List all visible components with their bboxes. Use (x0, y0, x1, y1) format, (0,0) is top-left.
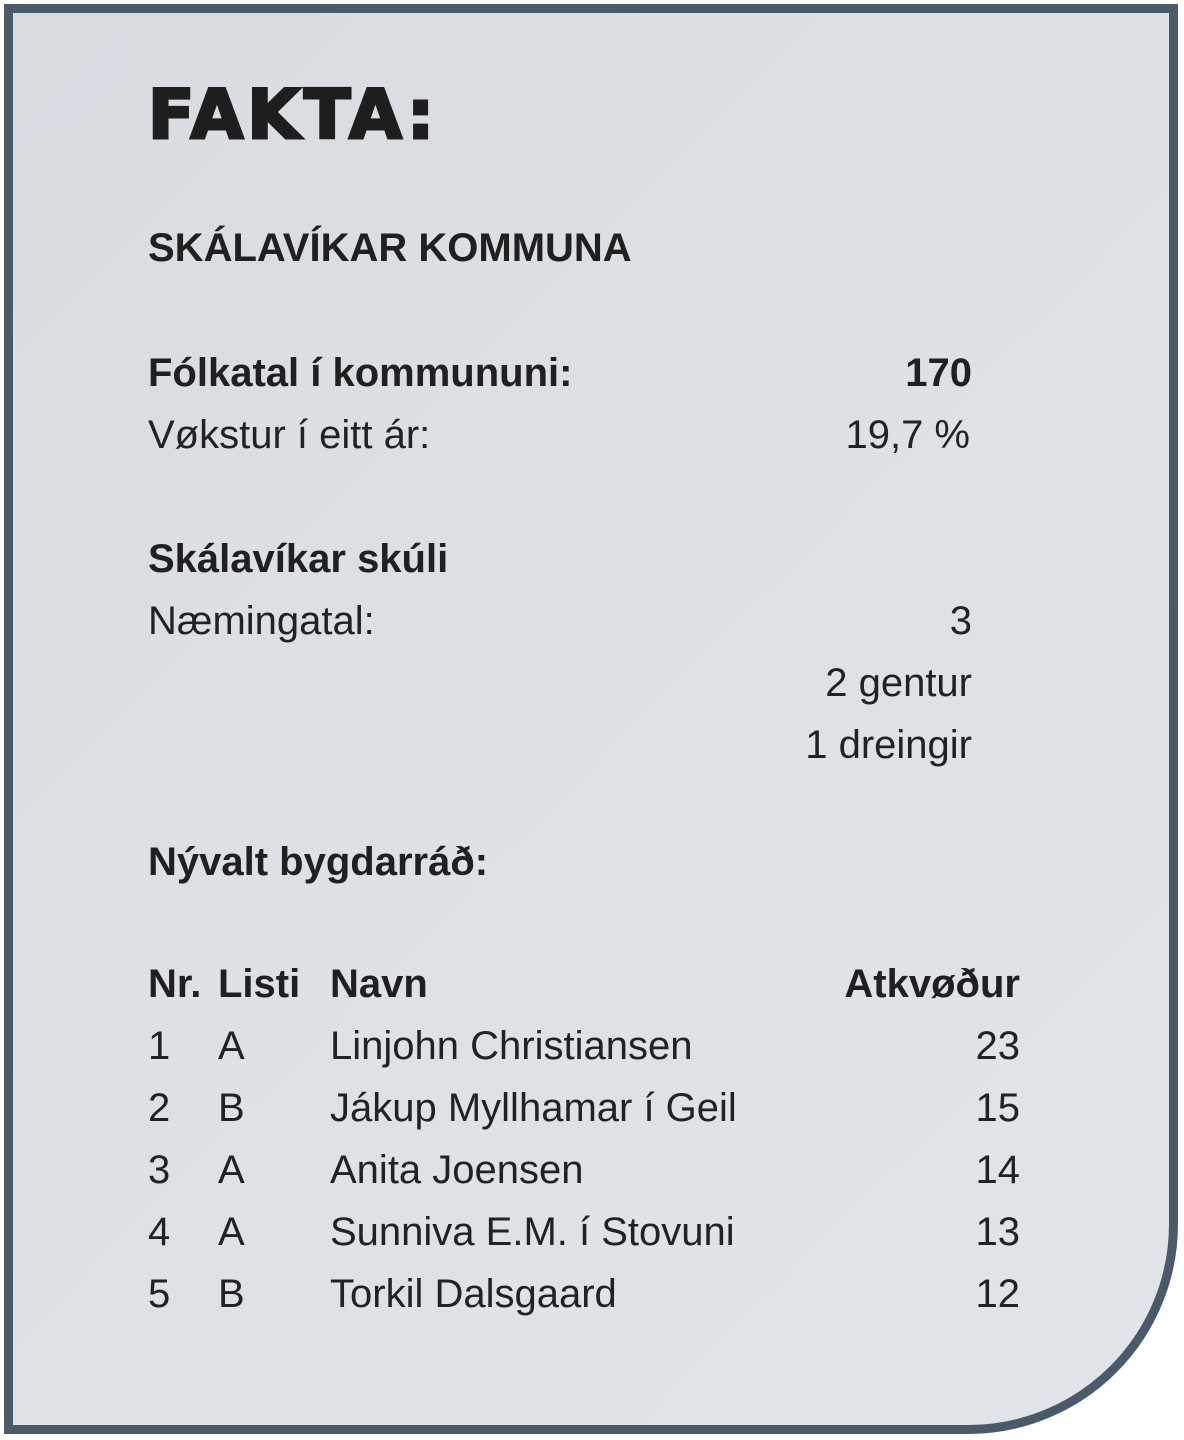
pupils-value: 3 (949, 599, 972, 643)
row-navn: Linjohn Christiansen (330, 1024, 693, 1068)
column-header-listi: Listi (218, 962, 301, 1006)
table-row (148, 1210, 1020, 1272)
row-listi: B (218, 1272, 245, 1316)
row-nr: 4 (148, 1210, 171, 1254)
population-value: 170 (905, 351, 972, 395)
row-atkvodur: 23 (975, 1024, 1020, 1068)
girls-count: 2 gentur (825, 661, 972, 705)
column-header-nr: Nr. (148, 962, 202, 1006)
table-row (148, 1086, 1020, 1148)
row-atkvodur: 13 (975, 1210, 1020, 1254)
row-navn: Jákup Myllhamar í Geil (330, 1086, 737, 1130)
column-header-navn: Navn (330, 962, 428, 1006)
row-nr: 1 (148, 1024, 171, 1068)
table-row (148, 1272, 1020, 1334)
table-row (148, 1024, 1020, 1086)
column-header-atkvodur: Atkvøður (844, 962, 1020, 1006)
row-atkvodur: 12 (975, 1272, 1020, 1316)
row-navn: Anita Joensen (330, 1148, 584, 1192)
row-listi: A (218, 1024, 245, 1068)
growth-label: Vøkstur í eitt ár: (148, 413, 431, 457)
row-atkvodur: 14 (975, 1148, 1020, 1192)
row-navn: Torkil Dalsgaard (330, 1272, 617, 1316)
municipality-heading: SKÁLAVÍKAR KOMMUNA (148, 226, 632, 270)
growth-value: 19,7 % (845, 413, 970, 457)
row-atkvodur: 15 (975, 1086, 1020, 1130)
council-heading: Nývalt bygdarráð: (148, 840, 489, 884)
boys-count: 1 dreingir (805, 723, 972, 767)
row-navn: Sunniva E.M. í Stovuni (330, 1210, 735, 1254)
row-listi: B (218, 1086, 245, 1130)
row-nr: 5 (148, 1272, 171, 1316)
row-listi: A (218, 1210, 245, 1254)
council-table (148, 962, 1020, 1334)
row-listi: A (218, 1148, 245, 1192)
table-row (148, 1148, 1020, 1210)
fakta-title: FAKTA: (148, 76, 439, 155)
row-nr: 2 (148, 1086, 171, 1130)
row-nr: 3 (148, 1148, 171, 1192)
table-header-row (148, 962, 1020, 1024)
pupils-label: Næmingatal: (148, 599, 375, 643)
population-label: Fólkatal í kommununi: (148, 351, 573, 395)
school-heading: Skálavíkar skúli (148, 537, 449, 581)
